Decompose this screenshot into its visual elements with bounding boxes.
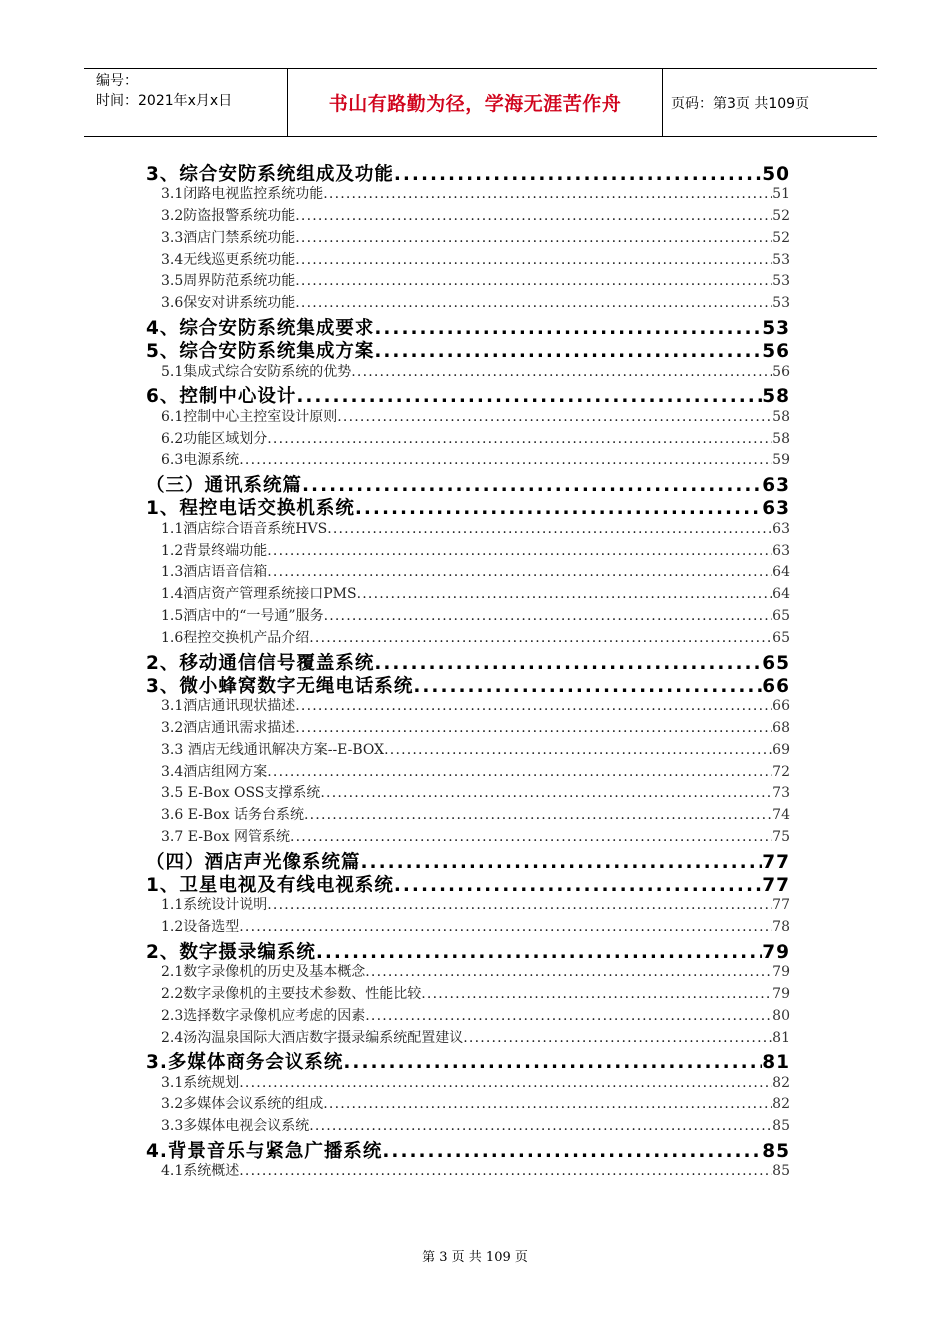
toc-entry-chapter[interactable] xyxy=(146,382,790,405)
toc-entry-chapter[interactable] xyxy=(146,1048,790,1071)
toc-leader-dots xyxy=(337,409,772,425)
toc-entry-section[interactable] xyxy=(146,292,790,314)
toc-entry-page-number: 81 xyxy=(772,1029,790,1046)
toc-entry-title: 4、综合安防系统集成要求 xyxy=(146,318,375,338)
toc-entry-section[interactable] xyxy=(146,717,790,739)
toc-entry-page-number: 52 xyxy=(772,229,790,246)
toc-entry-title: 1.2背景终端功能 xyxy=(161,542,268,559)
toc-entry-section[interactable] xyxy=(146,205,790,227)
toc-entry-section[interactable] xyxy=(146,270,790,292)
toc-leader-dots xyxy=(239,1075,772,1091)
toc-entry-section[interactable] xyxy=(146,518,790,540)
toc-entry-chapter[interactable] xyxy=(146,1137,790,1160)
toc-leader-dots xyxy=(267,564,772,580)
toc-entry-title: （四）酒店声光像系统篇 xyxy=(146,851,361,871)
toc-entry-title: （三）通讯系统篇 xyxy=(146,475,303,495)
toc-leader-dots xyxy=(295,720,772,736)
toc-leader-dots xyxy=(324,608,773,624)
page-header xyxy=(84,68,877,137)
toc-entry-page-number: 52 xyxy=(772,208,790,225)
toc-entry-section[interactable] xyxy=(146,249,790,271)
toc-entry-section[interactable] xyxy=(146,361,790,383)
toc-entry-page-number: 58 xyxy=(772,430,790,447)
toc-leader-dots xyxy=(343,1052,762,1071)
toc-entry-section[interactable] xyxy=(146,227,790,249)
toc-entry-title: 1.1酒店综合语音系统HVS xyxy=(161,520,328,537)
toc-leader-dots xyxy=(239,452,772,468)
toc-entry-title: 3.3 酒店无线通讯解决方案--E-BOX xyxy=(161,741,385,758)
toc-entry-page-number: 79 xyxy=(772,985,790,1002)
toc-entry-title: 3.1系统规划 xyxy=(161,1074,240,1091)
toc-entry-title: 3.2酒店通讯需求描述 xyxy=(161,719,296,736)
toc-entry-page-number: 65 xyxy=(762,652,790,672)
toc-entry-section[interactable] xyxy=(146,1072,790,1094)
toc-entry-section[interactable] xyxy=(146,406,790,428)
toc-entry-page-number: 82 xyxy=(772,1074,790,1091)
toc-leader-dots xyxy=(323,186,772,202)
toc-entry-section[interactable] xyxy=(146,761,790,783)
toc-entry-page-number: 53 xyxy=(772,251,790,268)
toc-leader-dots xyxy=(394,875,762,894)
toc-entry-page-number: 75 xyxy=(772,828,790,845)
toc-entry-section[interactable] xyxy=(146,894,790,916)
toc-entry-title: 1.5酒店中的“一号通”服务 xyxy=(161,607,324,624)
toc-leader-dots xyxy=(267,431,772,447)
toc-entry-page-number: 53 xyxy=(772,295,790,312)
toc-entry-page-number: 72 xyxy=(772,763,790,780)
toc-entry-title: 3.1酒店通讯现状描述 xyxy=(161,698,296,715)
toc-leader-dots xyxy=(394,164,762,183)
toc-entry-title: 3、综合安防系统组成及功能 xyxy=(146,164,394,184)
header-motto: 书山有路勤为径，学海无涯苦作舟 xyxy=(288,69,663,136)
toc-leader-dots xyxy=(361,852,763,871)
toc-entry-title: 3.6 E-Box 话务台系统 xyxy=(161,807,304,824)
toc-leader-dots xyxy=(327,521,772,537)
toc-entry-section[interactable] xyxy=(146,627,790,649)
toc-leader-dots xyxy=(309,1118,772,1134)
toc-entry-title: 2.4汤沟温泉国际大酒店数字摄录编系统配置建议 xyxy=(161,1029,464,1046)
toc-entry-title: 2、移动通信信号覆盖系统 xyxy=(146,652,375,672)
toc-entry-section[interactable] xyxy=(146,183,790,205)
toc-entry-title: 1.4酒店资产管理系统接口PMS xyxy=(161,586,357,603)
toc-leader-dots xyxy=(421,986,772,1002)
toc-leader-dots xyxy=(239,919,772,935)
toc-entry-page-number: 51 xyxy=(772,186,790,203)
toc-entry-page-number: 53 xyxy=(762,318,790,338)
toc-entry-title: 1.3酒店语音信箱 xyxy=(161,564,268,581)
toc-entry-page-number: 81 xyxy=(762,1052,790,1072)
toc-entry-title: 3、微小蜂窝数字无绳电话系统 xyxy=(146,675,414,696)
toc-entry-chapter[interactable] xyxy=(146,337,790,360)
toc-leader-dots xyxy=(267,897,772,913)
toc-entry-page-number: 82 xyxy=(772,1096,790,1113)
toc-entry-chapter[interactable] xyxy=(146,672,790,695)
toc-entry-section[interactable] xyxy=(146,695,790,717)
toc-leader-dots xyxy=(351,364,772,380)
toc-entry-section[interactable] xyxy=(146,1005,790,1027)
toc-entry-title: 3.多媒体商务会议系统 xyxy=(146,1052,344,1072)
toc-entry-chapter[interactable] xyxy=(146,494,790,517)
toc-entry-title: 4.1系统概述 xyxy=(161,1163,240,1180)
toc-entry-title: 2.3选择数字录像机应考虑的因素 xyxy=(161,1007,366,1024)
toc-entry-page-number: 63 xyxy=(762,498,790,518)
toc-entry-chapter[interactable] xyxy=(146,848,790,871)
toc-entry-page-number: 74 xyxy=(772,807,790,824)
toc-entry-page-number: 58 xyxy=(772,408,790,425)
toc-entry-title: 2、数字摄录编系统 xyxy=(146,941,316,962)
toc-entry-section[interactable] xyxy=(146,739,790,761)
toc-entry-page-number: 53 xyxy=(772,273,790,290)
toc-entry-page-number: 66 xyxy=(762,675,790,696)
toc-leader-dots xyxy=(316,942,762,961)
toc-leader-dots xyxy=(267,764,772,780)
toc-entry-page-number: 85 xyxy=(762,1141,790,1161)
toc-leader-dots xyxy=(267,543,772,559)
toc-entry-title: 3.3酒店门禁系统功能 xyxy=(161,229,296,246)
toc-entry-title: 2.1数字录像机的历史及基本概念 xyxy=(161,964,366,981)
header-meta xyxy=(84,69,288,136)
toc-entry-page-number: 80 xyxy=(772,1007,790,1024)
toc-entry-title: 3.7 E-Box 网管系统 xyxy=(161,828,290,845)
toc-leader-dots xyxy=(374,653,762,672)
toc-entry-page-number: 69 xyxy=(772,741,790,758)
header-number-label: 编号： xyxy=(96,73,138,89)
toc-leader-dots xyxy=(365,964,772,980)
toc-entry-page-number: 63 xyxy=(762,475,790,495)
toc-leader-dots xyxy=(382,1141,762,1160)
toc-entry-title: 1、程控电话交换机系统 xyxy=(146,498,355,518)
toc-entry-page-number: 73 xyxy=(772,785,790,802)
toc-leader-dots xyxy=(304,807,772,823)
toc-entry-section[interactable] xyxy=(146,449,790,471)
toc-entry-section[interactable] xyxy=(146,782,790,804)
toc-leader-dots xyxy=(309,630,772,646)
toc-leader-dots xyxy=(295,295,772,311)
toc-entry-page-number: 58 xyxy=(762,386,790,406)
toc-entry-page-number: 85 xyxy=(772,1118,790,1135)
toc-entry-section[interactable] xyxy=(146,983,790,1005)
toc-entry-section[interactable] xyxy=(146,916,790,938)
toc-entry-page-number: 65 xyxy=(772,629,790,646)
toc-leader-dots xyxy=(374,318,762,337)
toc-entry-page-number: 64 xyxy=(772,586,790,603)
toc-entry-chapter[interactable] xyxy=(146,871,790,894)
toc-entry-title: 4.背景音乐与紧急广播系统 xyxy=(146,1141,383,1161)
toc-leader-dots xyxy=(374,341,762,360)
toc-entry-title: 3.5 E-Box OSS支撑系统 xyxy=(161,785,321,802)
toc-entry-title: 3.1闭路电视监控系统功能 xyxy=(161,186,324,203)
toc-leader-dots xyxy=(320,785,772,801)
toc-entry-title: 3.6保安对讲系统功能 xyxy=(161,295,296,312)
toc-leader-dots xyxy=(239,1163,772,1179)
toc-entry-section[interactable] xyxy=(146,428,790,450)
toc-entry-title: 2.2数字录像机的主要技术参数、性能比较 xyxy=(161,985,422,1002)
toc-entry-section[interactable] xyxy=(146,583,790,605)
toc-entry-title: 5、综合安防系统集成方案 xyxy=(146,341,375,361)
toc-leader-dots xyxy=(302,475,762,494)
toc-entry-title: 3.4酒店组网方案 xyxy=(161,763,268,780)
toc-entry-title: 3.3多媒体电视会议系统 xyxy=(161,1118,310,1135)
toc-entry-section[interactable] xyxy=(146,804,790,826)
toc-entry-chapter[interactable] xyxy=(146,938,790,961)
toc-leader-dots xyxy=(290,829,772,845)
toc-entry-section[interactable] xyxy=(146,1027,790,1049)
toc-leader-dots xyxy=(365,1008,772,1024)
toc-entry-page-number: 56 xyxy=(762,341,790,361)
toc-entry-title: 1.1系统设计说明 xyxy=(161,897,268,914)
toc-entry-title: 6、控制中心设计 xyxy=(146,386,297,406)
toc-entry-page-number: 85 xyxy=(772,1163,790,1180)
toc-leader-dots xyxy=(323,1096,772,1112)
toc-entry-chapter[interactable] xyxy=(146,160,790,183)
toc-entry-page-number: 63 xyxy=(772,520,790,537)
toc-leader-dots xyxy=(413,676,762,695)
toc-entry-title: 3.2多媒体会议系统的组成 xyxy=(161,1096,324,1113)
toc-entry-page-number: 64 xyxy=(772,564,790,581)
toc-leader-dots xyxy=(463,1030,772,1046)
toc-entry-title: 6.3电源系统 xyxy=(161,452,240,469)
toc-leader-dots xyxy=(295,698,772,714)
toc-leader-dots xyxy=(355,498,762,517)
header-page-info: 页码：第3页 共109页 xyxy=(671,95,810,112)
toc-entry-page-number: 50 xyxy=(762,164,790,184)
toc-entry-page-number: 78 xyxy=(772,919,790,936)
page-footer: 第 3 页 共 109 页 xyxy=(422,1250,528,1265)
toc-entry-chapter[interactable] xyxy=(146,314,790,337)
toc-entry-page-number: 79 xyxy=(772,964,790,981)
toc-entry-title: 3.5周界防范系统功能 xyxy=(161,273,296,290)
toc-leader-dots xyxy=(296,386,762,405)
toc-entry-section[interactable] xyxy=(146,605,790,627)
toc-entry-title: 5.1集成式综合安防系统的优势 xyxy=(161,363,352,380)
toc-entry-title: 3.2防盗报警系统功能 xyxy=(161,208,296,225)
toc-entry-page-number: 79 xyxy=(762,941,790,962)
toc-entry-chapter[interactable] xyxy=(146,649,790,672)
toc-entry-title: 1.6程控交换机产品介绍 xyxy=(161,629,310,646)
header-time-label: 时间：2021年x月x日 xyxy=(96,93,233,109)
toc-entry-title: 1、卫星电视及有线电视系统 xyxy=(146,875,394,895)
toc-entry-section[interactable] xyxy=(146,1093,790,1115)
toc-leader-dots xyxy=(295,273,772,289)
toc-entry-title: 1.2设备选型 xyxy=(161,919,240,936)
toc-leader-dots xyxy=(295,230,772,246)
toc-entry-page-number: 65 xyxy=(772,607,790,624)
toc-entry-chapter[interactable] xyxy=(146,471,790,494)
toc-entry-section[interactable] xyxy=(146,561,790,583)
table-of-contents xyxy=(146,160,790,1182)
toc-entry-section[interactable] xyxy=(146,1160,790,1182)
toc-entry-section[interactable] xyxy=(146,826,790,848)
toc-leader-dots xyxy=(295,252,772,268)
toc-leader-dots xyxy=(357,586,773,602)
toc-entry-section[interactable] xyxy=(146,1115,790,1137)
toc-entry-page-number: 77 xyxy=(762,851,790,871)
toc-entry-title: 3.4无线巡更系统功能 xyxy=(161,251,296,268)
toc-entry-page-number: 68 xyxy=(772,719,790,736)
toc-leader-dots xyxy=(295,208,772,224)
toc-entry-title: 6.2功能区域划分 xyxy=(161,430,268,447)
toc-entry-page-number: 59 xyxy=(772,452,790,469)
toc-entry-page-number: 66 xyxy=(772,698,790,715)
toc-entry-page-number: 77 xyxy=(762,875,790,895)
toc-entry-page-number: 56 xyxy=(772,363,790,380)
toc-entry-page-number: 77 xyxy=(772,897,790,914)
toc-leader-dots xyxy=(384,742,772,758)
toc-entry-section[interactable] xyxy=(146,540,790,562)
toc-entry-page-number: 63 xyxy=(772,542,790,559)
toc-entry-section[interactable] xyxy=(146,961,790,983)
toc-entry-title: 6.1控制中心主控室设计原则 xyxy=(161,408,338,425)
